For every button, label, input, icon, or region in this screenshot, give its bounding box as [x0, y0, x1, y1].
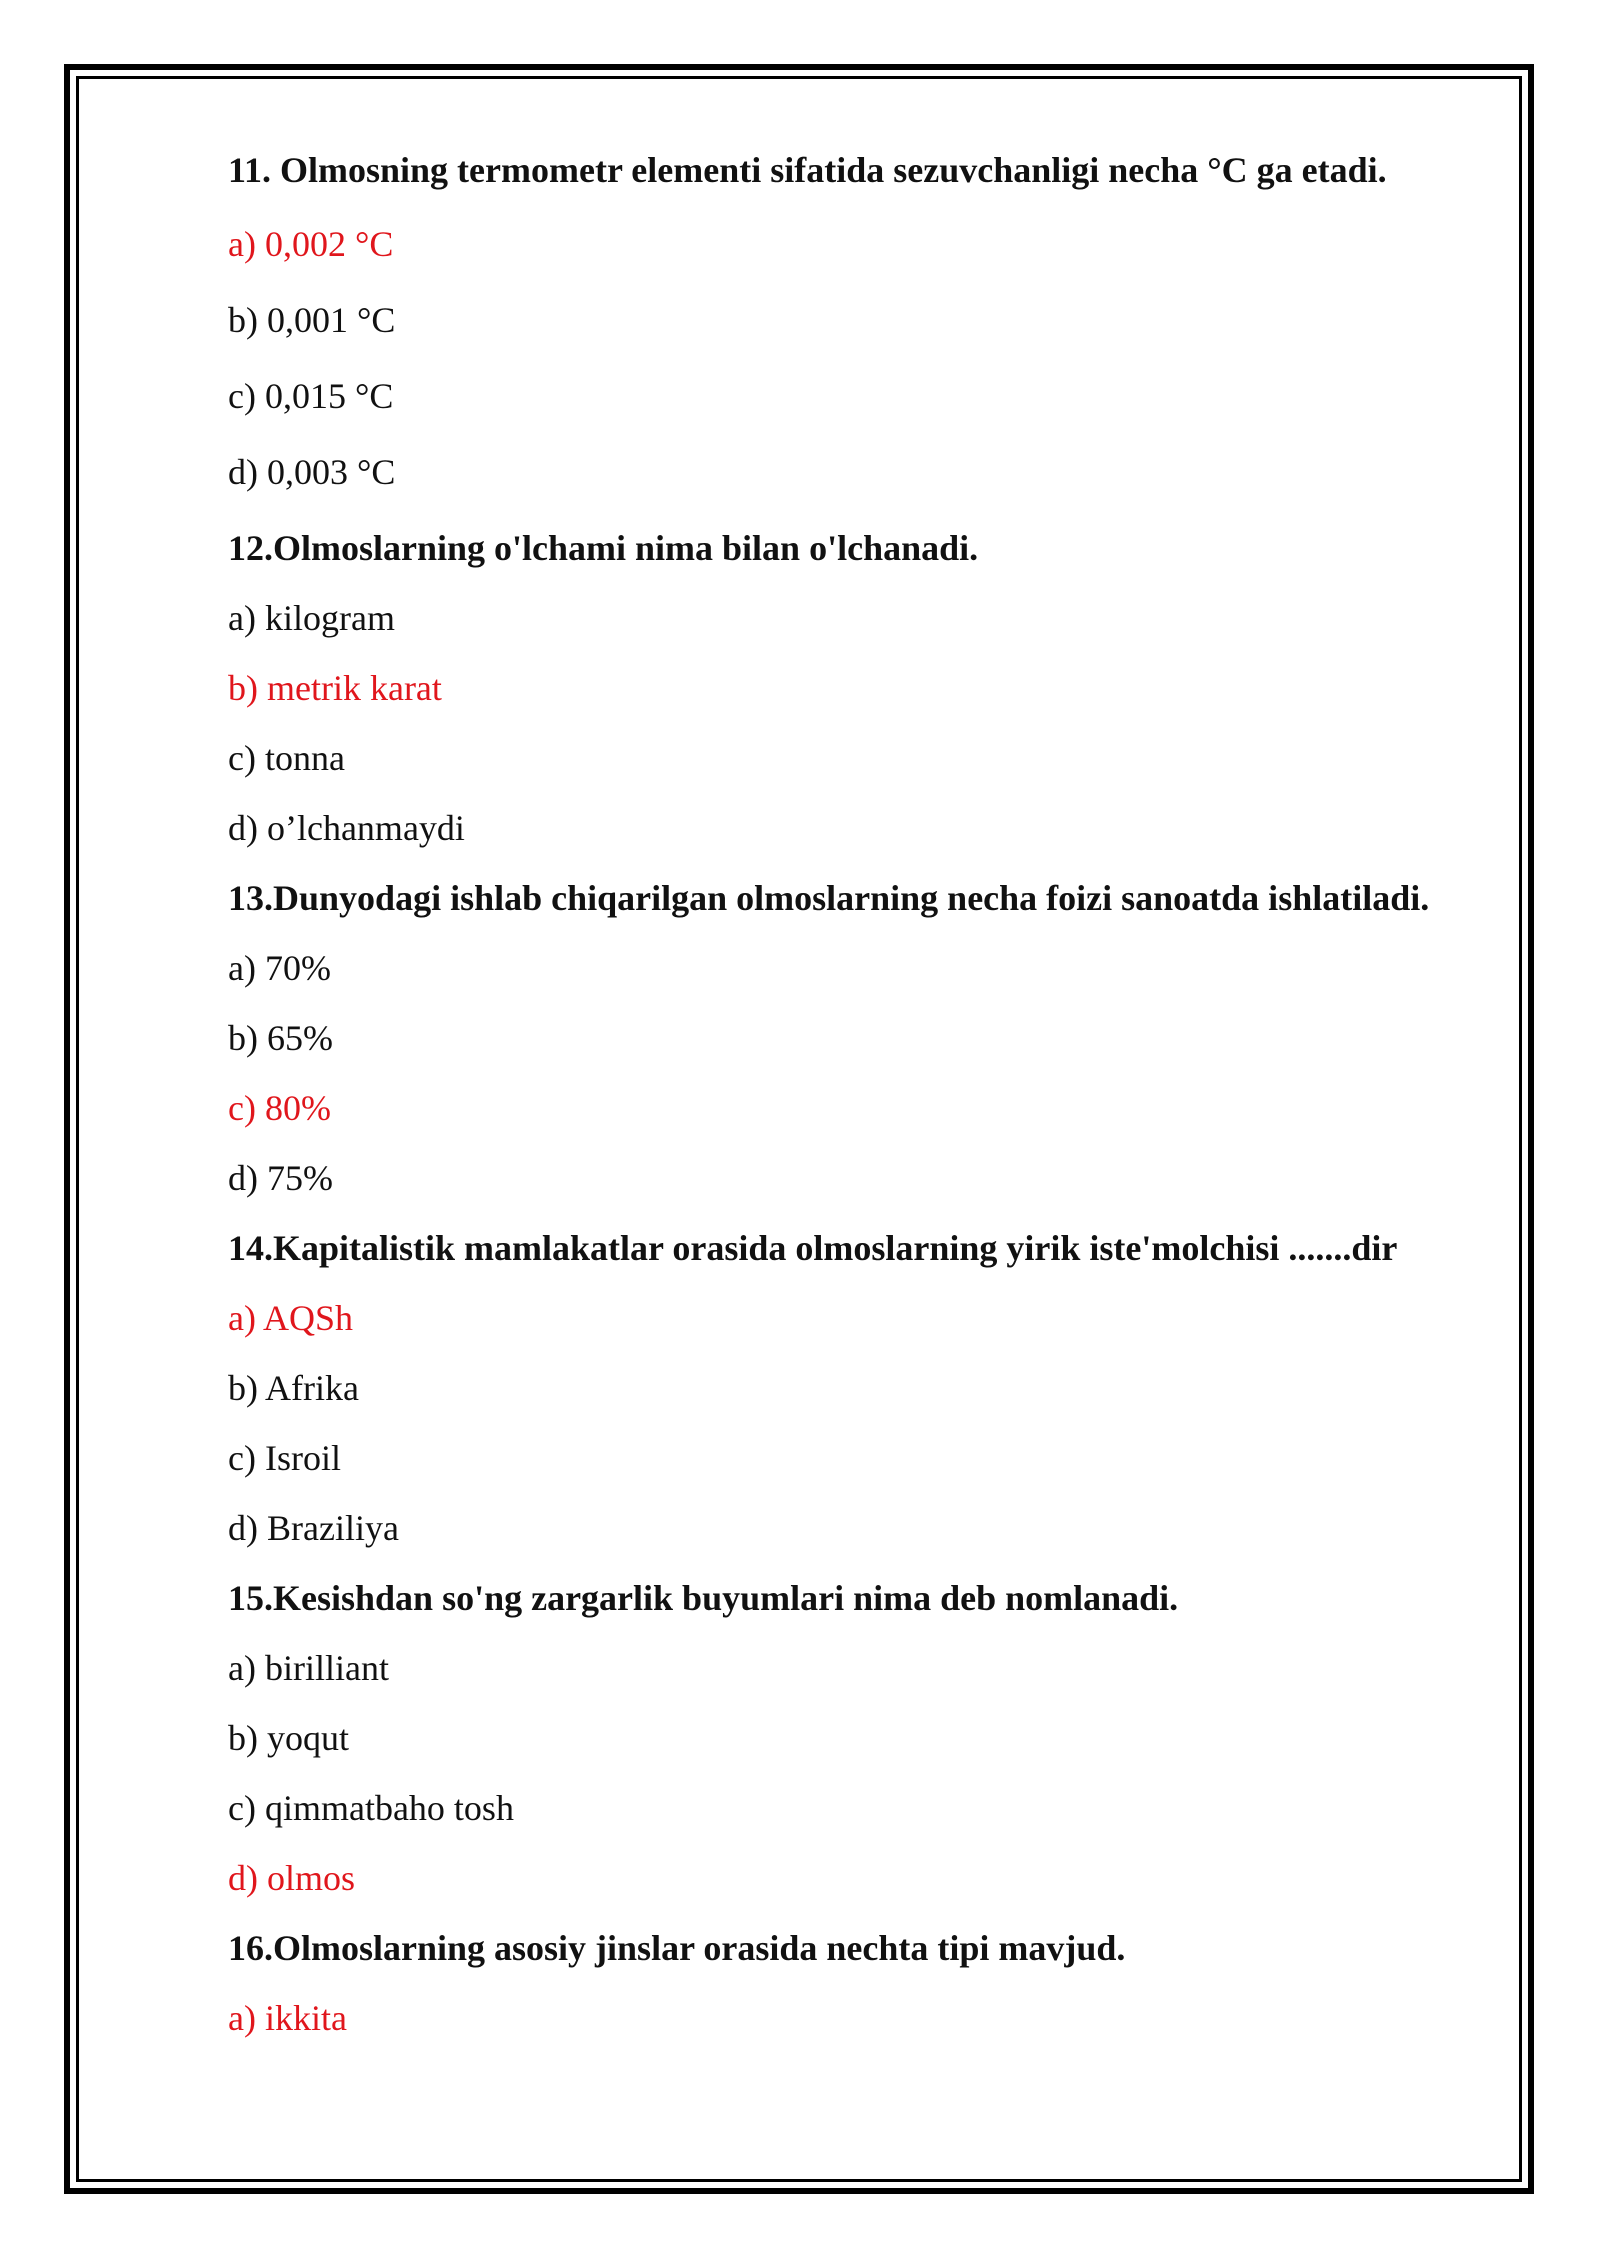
- option-d: d) Braziliya: [228, 1508, 399, 1548]
- question-14: [228, 1226, 1518, 1550]
- question-text: 13.Dunyodagi ishlab chiqarilgan olmoslarning necha foizi sanoatda ishlatiladi.: [228, 878, 1430, 918]
- question-15: [228, 1576, 1518, 1900]
- option-a: a) 0,002 °C: [228, 224, 394, 264]
- option-d: d) o’lchanmaydi: [228, 808, 465, 848]
- question-text: 15.Kesishdan so'ng zargarlik buyumlari nima deb nomlanadi.: [228, 1578, 1179, 1618]
- option-c: c) tonna: [228, 738, 345, 778]
- option-c: c) qimmatbaho tosh: [228, 1788, 514, 1828]
- option-c: c) 80%: [228, 1088, 331, 1128]
- option-b: b) yoqut: [228, 1718, 349, 1758]
- question-text: 12.Olmoslarning o'lchami nima bilan o'lchanadi.: [228, 528, 979, 568]
- option-a: a) 70%: [228, 948, 331, 988]
- option-a: a) birilliant: [228, 1648, 389, 1688]
- option-a: a) ikkita: [228, 1998, 347, 2038]
- quiz-content: [228, 148, 1518, 2066]
- question-text: 11. Olmosning termometr elementi sifatida sezuvchanligi necha °C ga etadi.: [228, 150, 1387, 190]
- option-d: d) olmos: [228, 1858, 356, 1898]
- option-b: b) Afrika: [228, 1368, 359, 1408]
- option-a: a) AQSh: [228, 1298, 353, 1338]
- question-16: [228, 1926, 1518, 2040]
- option-d: d) 75%: [228, 1158, 333, 1198]
- question-12: [228, 526, 1518, 850]
- option-b: b) 0,001 °C: [228, 300, 396, 340]
- option-a: a) kilogram: [228, 598, 395, 638]
- question-13: [228, 876, 1518, 1200]
- option-c: c) 0,015 °C: [228, 376, 394, 416]
- question-text: 16.Olmoslarning asosiy jinslar orasida nechta tipi mavjud.: [228, 1928, 1126, 1968]
- option-c: c) Isroil: [228, 1438, 341, 1478]
- question-text: 14.Kapitalistik mamlakatlar orasida olmoslarning yirik iste'molchisi .......dir: [228, 1228, 1398, 1268]
- option-b: b) metrik karat: [228, 668, 442, 708]
- option-d: d) 0,003 °C: [228, 452, 396, 492]
- question-11: [228, 148, 1518, 494]
- option-b: b) 65%: [228, 1018, 333, 1058]
